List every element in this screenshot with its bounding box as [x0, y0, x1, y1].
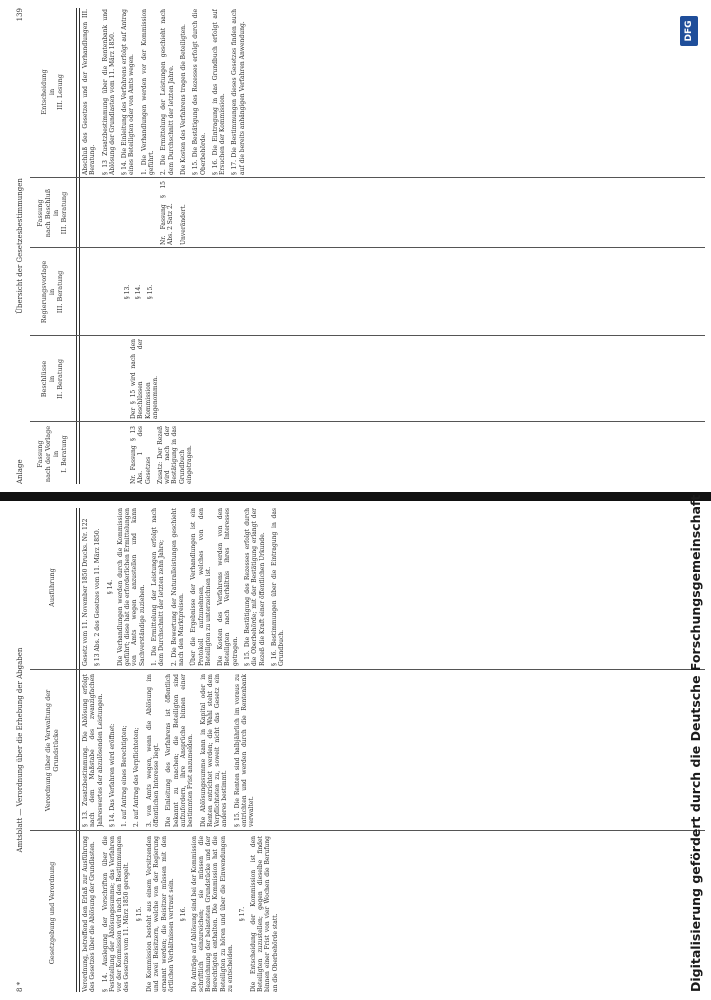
right-running-head [14, 8, 26, 484]
paragraph: Die Einleitung des Verfahrens ist öffentlich bekannt zu machen; die Beteiligten sind aufzufordern, ihre Ansprüche binnen einer bestimmten Frist anzumelden. [165, 674, 195, 827]
text-column [130, 426, 705, 484]
paragraph: § 15. [146, 284, 154, 300]
column-rule [30, 177, 705, 178]
column-rule [30, 830, 705, 831]
paragraph: § 13 Zusatzbestimmung über die Rentenbank und Ablösung der Grundlasten vom 11. März 1850. [101, 9, 116, 175]
paragraph: 2. auf Antrag des Verpflichteten; [133, 727, 141, 827]
text-column [82, 9, 705, 175]
paragraph: Verordnung, betreffend den Erlaß zur Ausführung des Gesetzes über die Ablösung der Grundlasten. [82, 836, 97, 992]
paragraph: Nr. Fassung § 15 Abs. 2 Satz 2. [160, 181, 175, 245]
header-rule [79, 8, 80, 484]
paragraph: § 13 Abs. 2 des Gesetzes vom 11. März 1850. [94, 528, 102, 666]
paragraph: Zusatz: Der Rezeß wird nach der Bestätigung in das Grundbuch eingetragen. [156, 426, 194, 484]
left-table [30, 508, 705, 992]
column-header: Fassung nach der Vorlage in I. Beratung [36, 425, 68, 483]
paragraph: § 13. Zusatzbestimmung. Die Ablösung erfolgt nach dem Maßstabe des zwanzigfachen Jahreswertes der abzulösenden Leistungen. [82, 674, 104, 827]
column-header: Gesetzgebung und Verordnung [48, 861, 56, 965]
paragraph: § 17. [239, 906, 247, 922]
paragraph: Gesetz vom 11. November 1850 Drucks. Nr. 122 [82, 518, 89, 666]
text-column [130, 339, 705, 419]
paragraph: Über die Ergebnisse der Verhandlungen ist ein Protokoll aufzunehmen, welches von den Beteiligten zu unterzeichnen ist. [190, 508, 212, 666]
column-rule [30, 669, 705, 670]
paragraph: 2. Die Ermittelung der Leistungen geschieht nach dem Durchschnitt der letzten Jahre. [160, 9, 175, 175]
column-rule [30, 247, 705, 248]
paragraph: Die Entscheidung der Kommission ist den Beteiligten zuzustellen; gegen dieselbe findet binnen einer Frist von vier Wochen die Berufung an die Oberbehörde statt. [249, 836, 279, 992]
column-header: Ausführung [48, 568, 56, 607]
dfg-credit-strip [676, 12, 703, 992]
paragraph: Die Kommission besteht aus einem Vorsitzenden und zwei Beisitzern, welche von der Regierung ernannt werden; die Beisitzer müssen mit den örtlichen Verhältnissen vertraut sein. [146, 836, 175, 992]
paragraph: 1. Die Ermittelung der Leistungen erfolgt nach dem Durchschnitt der letzten zehn Jahre; [151, 508, 166, 666]
right-running-title: Übersicht der Gesetzesbestimmungen [16, 178, 24, 314]
paragraph: § 15. Die Renten sind halbjährlich im voraus zu entrichten und werden durch die Rentenbank verwaltet. [233, 674, 256, 827]
column-rule [30, 335, 705, 336]
column-header: Entscheidung in III. Lesung [40, 69, 64, 115]
paragraph: § 16. Die Eintragung in das Grundbuch erfolgt auf Ersuchen der Kommission. [211, 9, 227, 175]
paragraph: Die Verhandlungen werden durch die Kommission geführt; diese hat die erforderlichen Ermittelungen von Amts wegen anzustellen und kann Sachverständige zuziehen. [116, 508, 146, 666]
paragraph: § 16. Bestimmungen über die Eintragung in das Grundbuch. [270, 508, 286, 666]
right-page [0, 0, 711, 492]
left-page-number: 8 * [16, 981, 24, 992]
paragraph: Der § 15 wird nach den Beschlüssen der Kommission angenommen. [130, 339, 159, 419]
header-rule [76, 508, 77, 992]
left-running-head [14, 508, 26, 992]
paragraph: § 15. Die Bestätigung des Rezesses erfolgt durch die Oberbehörde. [192, 9, 207, 175]
paragraph: 1. Die Verhandlungen werden vor der Kommission geführt. [140, 9, 156, 175]
column-rule [30, 421, 705, 422]
dfg-credit-text: Digitalisierung gefördert durch die Deutsche Forschungsgemeinschaft [688, 494, 703, 992]
dfg-logo-label: DFG [684, 20, 694, 42]
header-rule [79, 508, 80, 992]
paragraph: § 14. [135, 284, 143, 300]
column-header: Regierungsvorlage in III. Beratung [40, 260, 64, 324]
paragraph: Die Kosten des Verfahrens tragen die Beteiligten. [179, 24, 187, 175]
paragraph: § 15. [135, 906, 143, 922]
paragraph: § 15. Die Bestätigung des Rezesses erfolgt durch die Oberbehörde; mit der Bestätigung erlangt der Rezeß die Kraft einer öffentlichen Urkunde. [244, 508, 266, 666]
right-table [30, 8, 705, 484]
column-header: Fassung nach Beschluß in III. Beratung [36, 188, 68, 238]
paragraph: Die Ablösungssumme kann in Kapital oder in Renten entrichtet werden; die Wahl steht dem Verpflichteten zu, soweit nicht das Gesetz ein anderes bestimmt. [199, 674, 229, 827]
column-header: Verordnung über die Verwaltung der Grundstücke [44, 689, 60, 812]
paragraph: § 13. [124, 284, 131, 300]
paragraph: § 16. [180, 906, 188, 922]
paragraph: Die Anträge auf Ablösung sind bei der Kommission schriftlich einzureichen; sie müssen die Bezeichnung der belasteten Grundstücke und der Berechtigten enthalten. Die Kommission hat die Beteiligten zu hören und über die Einwendungen zu entscheiden. [190, 836, 235, 992]
header-rule [76, 8, 77, 484]
paragraph: Nr. Fassung § 13 Abs. 1 des Gesetzes [130, 426, 152, 484]
paragraph: 1. auf Antrag eines Berechtigten; [121, 725, 129, 827]
paragraph: § 17. Die Bestimmungen dieses Gesetzes finden auch auf die bereits anhängigen Verfahren Anwendung. [231, 9, 246, 175]
text-column [82, 508, 705, 666]
paragraph: 3. von Amts wegen, wenn die Ablösung im öffentlichen Interesse liegt. [145, 674, 161, 827]
text-column [82, 836, 705, 992]
paragraph: Abschluß des Gesetzes und der Verhandlungen III. Beratung. [82, 9, 97, 175]
right-running-left: Anlage [16, 459, 24, 484]
text-column [120, 251, 705, 333]
paragraph: 2. Die Bewertung der Naturalleistungen geschieht nach den Marktpreisen. [170, 508, 185, 666]
paragraph: § 14. [106, 579, 114, 595]
paragraph: § 14. Die Einleitung des Verfahrens erfolgt auf Antrag eines Beteiligten oder von Amts wegen. [121, 9, 136, 175]
left-page [0, 500, 711, 1000]
book-gutter [0, 492, 711, 501]
paragraph: Die Kosten des Verfahrens werden von den Beteiligten nach Verhältnis ihres Interesses getragen. [217, 508, 239, 666]
text-column [82, 674, 705, 827]
paragraph: § 14. Auslegung der Vorschriften über die Feststellung der Ablösungssumme; das Verfahren vor der Kommission wird nach den Bestimmungen des Gesetzes vom 11. März 1850 geregelt. [101, 836, 131, 992]
column-header: Beschlüsse in II. Beratung [40, 358, 64, 400]
right-page-number: 139 [16, 8, 24, 22]
paragraph: § 14. Das Verfahren wird eröffnet: [108, 723, 116, 827]
left-running-title: Amtsblatt — Verordnung über die Erhebung der Abgaben [16, 647, 24, 853]
text-column [160, 181, 705, 245]
paragraph: Unverändert. [179, 204, 187, 245]
